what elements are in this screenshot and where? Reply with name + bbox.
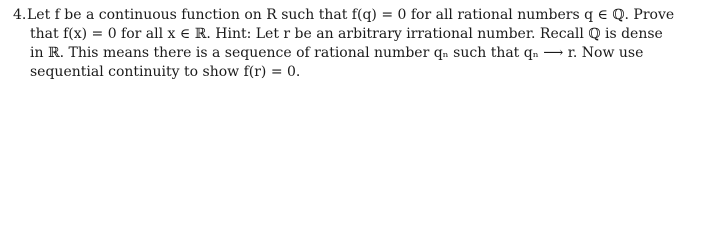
problem-line-4: sequential continuity to show f(r) = 0. <box>30 64 301 80</box>
problem-line-1-text: Let f be a continuous function on R such that f(q) = 0 for all rational numbers q ∈ ℚ. Prove <box>27 7 675 23</box>
problem-line-3: in ℝ. This means there is a sequence of rational number qₙ such that qₙ ⟶ r. Now use <box>30 45 644 61</box>
problem-number: 4. <box>13 7 27 23</box>
problem-statement <box>13 6 703 82</box>
problem-line-2: that f(x) = 0 for all x ∈ ℝ. Hint: Let r be an arbitrary irrational number. Recall ℚ is dense <box>30 26 663 42</box>
problem-line-1 <box>13 6 703 25</box>
